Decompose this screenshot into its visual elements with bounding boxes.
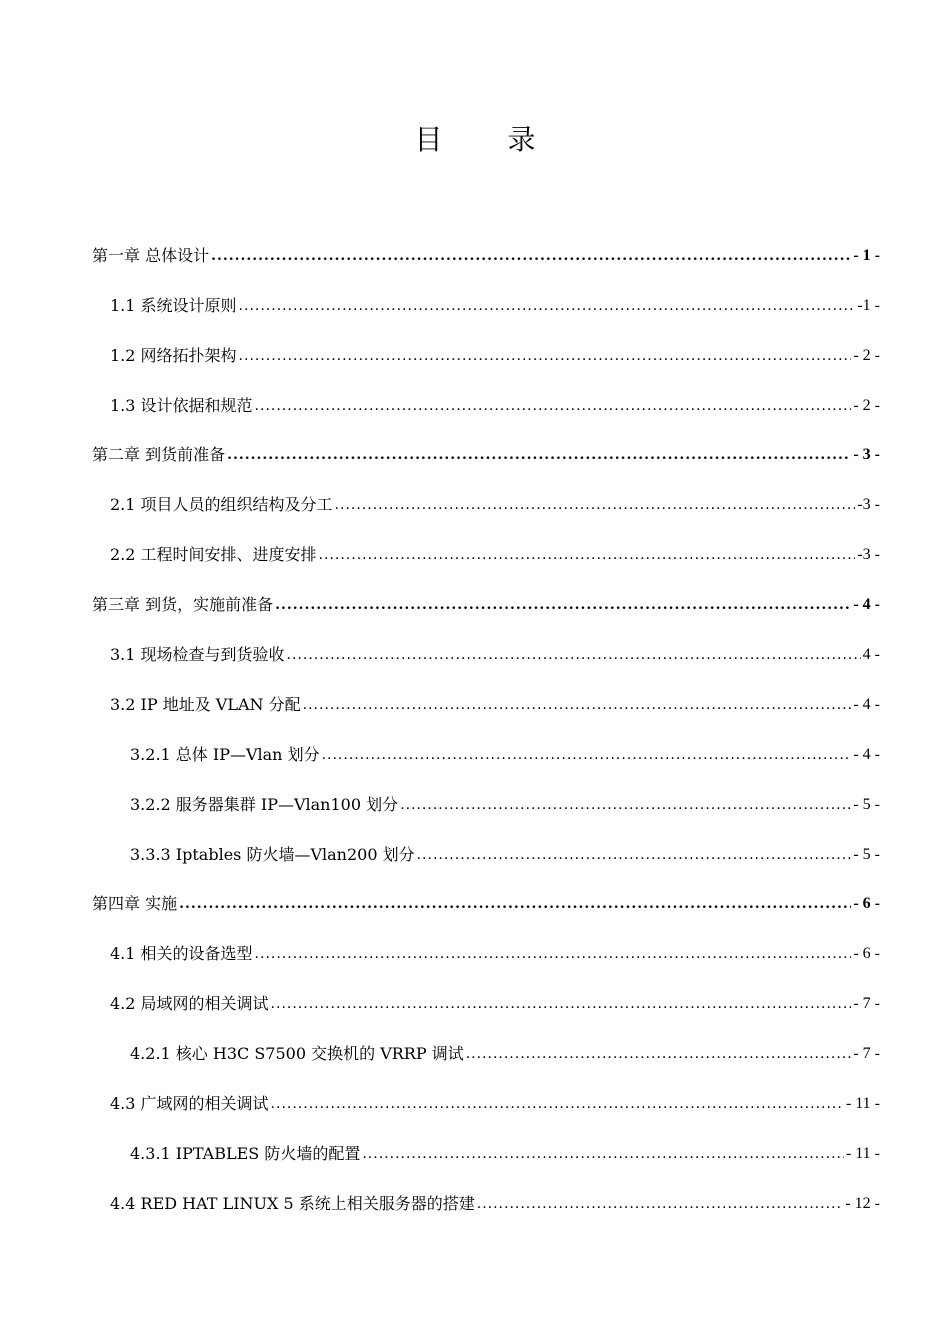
dot-leader — [477, 1194, 844, 1214]
toc-entry-page: 4 - — [862, 646, 880, 663]
toc-entry[interactable] — [110, 489, 880, 515]
dot-leader — [211, 246, 851, 266]
toc-entry[interactable] — [110, 539, 880, 565]
toc-entry[interactable] — [110, 639, 880, 665]
toc-entry[interactable] — [130, 1138, 880, 1164]
toc-entry-page: - 1 - — [853, 247, 880, 264]
toc-entry-label: 4.2.1 核心 H3C S7500 交换机的 VRRP 调试 — [130, 1044, 464, 1063]
dot-leader — [179, 894, 851, 914]
dot-leader — [271, 1094, 844, 1114]
toc-entry-label: 4.2 局域网的相关调试 — [110, 994, 269, 1013]
toc-entry-page: - 7 - — [853, 1045, 880, 1062]
toc-entry-page: - 11 - — [845, 1095, 880, 1112]
toc-entry-label: 2.1 项目人员的组织结构及分工 — [110, 495, 333, 514]
toc-entry-label: 4.3.1 IPTABLES 防火墙的配置 — [130, 1144, 361, 1163]
dot-leader — [255, 396, 852, 416]
toc-entry[interactable] — [110, 390, 880, 416]
toc-entry-label: 1.2 网络拓扑架构 — [110, 346, 237, 365]
dot-leader — [287, 645, 861, 665]
toc-entry-page: - 4 - — [853, 596, 880, 613]
dot-leader — [303, 695, 852, 715]
toc-entry[interactable] — [110, 1088, 880, 1114]
dot-leader — [227, 445, 851, 465]
dot-leader — [362, 1144, 844, 1164]
toc-entry-label: 3.2.2 服务器集群 IP—Vlan100 划分 — [130, 795, 399, 814]
toc-entry-page: -3 - — [857, 496, 880, 513]
dot-leader — [255, 944, 852, 964]
toc-entry[interactable] — [130, 739, 880, 765]
toc-entry-label: 2.2 工程时间安排、进度安排 — [110, 545, 317, 564]
toc-entry-page: -1 - — [857, 297, 880, 314]
toc-entry-label: 3.2 IP 地址及 VLAN 分配 — [110, 695, 301, 714]
toc-entry-page: - 6 - — [853, 895, 880, 912]
toc-entry-page: - 5 - — [853, 796, 880, 813]
toc-entry-page: - 12 - — [845, 1195, 880, 1212]
dot-leader — [239, 296, 856, 316]
dot-leader — [335, 495, 856, 515]
toc-entry-page: - 2 - — [853, 397, 880, 414]
toc-entry-page: - 6 - — [853, 945, 880, 962]
toc-entry-page: - 3 - — [853, 446, 880, 463]
toc-entry-label: 1.3 设计依据和规范 — [110, 396, 253, 415]
toc-entry-label: 4.4 RED HAT LINUX 5 系统上相关服务器的搭建 — [110, 1194, 475, 1213]
toc-entry[interactable] — [110, 340, 880, 366]
toc-entry[interactable] — [92, 589, 880, 615]
dot-leader — [275, 595, 851, 615]
toc-entry-label: 第一章 总体设计 — [92, 246, 210, 265]
toc-entry[interactable] — [110, 689, 880, 715]
toc-entry[interactable] — [110, 938, 880, 964]
dot-leader — [322, 745, 852, 765]
dot-leader — [466, 1044, 852, 1064]
page-title: 目 录 — [414, 123, 564, 156]
toc-entry-page: - 4 - — [853, 746, 880, 763]
dot-leader — [319, 545, 856, 565]
toc-entry[interactable] — [130, 1038, 880, 1064]
toc-entry-label: 1.1 系统设计原则 — [110, 296, 237, 315]
toc-entry-label: 3.3.3 Iptables 防火墙—Vlan200 划分 — [130, 845, 415, 864]
toc-entry[interactable] — [92, 439, 880, 465]
toc-entry[interactable] — [130, 789, 880, 815]
toc-entry[interactable] — [92, 888, 880, 914]
toc-entry[interactable] — [130, 839, 880, 865]
toc-entry-page: -3 - — [857, 546, 880, 563]
toc-entry-label: 4.3 广域网的相关调试 — [110, 1094, 269, 1113]
toc-entry[interactable] — [110, 988, 880, 1014]
toc-entry-page: - 7 - — [853, 995, 880, 1012]
dot-leader — [271, 994, 852, 1014]
toc-entry-label: 第四章 实施 — [92, 894, 178, 913]
dot-leader — [239, 346, 852, 366]
toc-entry-page: - 2 - — [853, 347, 880, 364]
dot-leader — [400, 795, 851, 815]
toc-entry-label: 3.2.1 总体 IP—Vlan 划分 — [130, 745, 320, 764]
toc-entry-page: - 5 - — [853, 846, 880, 863]
toc-entry-label: 第三章 到货，实施前准备 — [92, 595, 274, 614]
toc-entry-label: 3.1 现场检查与到货验收 — [110, 645, 285, 664]
toc-entry-page: - 11 - — [845, 1145, 880, 1162]
dot-leader — [417, 845, 852, 865]
toc-entry[interactable] — [110, 290, 880, 316]
toc-entry[interactable] — [110, 1188, 880, 1214]
toc-entry[interactable] — [92, 240, 880, 266]
toc-entry-label: 4.1 相关的设备选型 — [110, 944, 253, 963]
toc-entry-page: - 4 - — [853, 696, 880, 713]
toc-entry-label: 第二章 到货前准备 — [92, 445, 226, 464]
